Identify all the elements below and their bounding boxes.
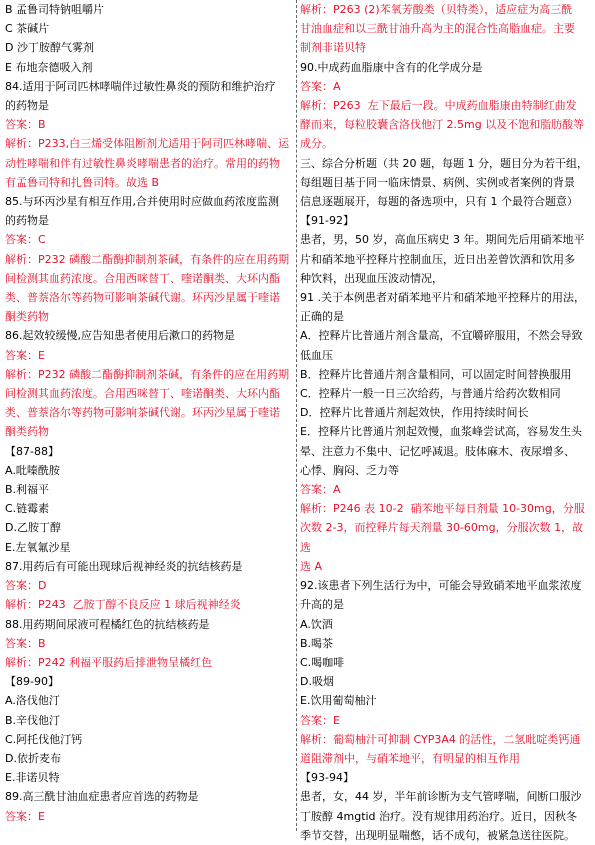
answer-line: 酮类药物 [5,425,49,439]
text-line: 92.该患者下列生活行为中，可能会导致硝苯地平血浆浓度 [300,579,582,593]
text-line: 84.适用于阿司匹林哮喘伴过敏性鼻炎的预防和维护治疗 [5,79,276,93]
text-line: 【87-88】 [5,444,59,458]
text-line: 升高的是 [300,598,344,612]
text-line: 丁胺醇 4mgtid 治疗。没有规律用药治疗。近日，因秋冬 [300,809,578,823]
text-line: 91 .关于本例患者对硝苯地平片和硝苯地平控释片的用法， [300,291,585,305]
text-line: 三、综合分析题（共 20 题，每题 1 分，题目分为若干组， [300,156,588,170]
answer-line: 解析：P232 磷酸二酯酶抑制剂茶碱，有条件的应在用药期 [5,252,290,266]
answer-line: 解析：P246 表 10-2 硝苯地平每日剂量 10-30mg，分服 [300,502,585,516]
text-line: E.左氧氟沙星 [5,540,71,554]
text-line: 季节交替，出现明显喘憋，话不成句，被紧急送往医院。 [300,828,575,842]
text-line: 正确的是 [300,310,344,324]
answer-line: 答案：E [300,713,340,727]
text-line: 87.用药后有可能出现球后视神经炎的抗结核药是 [5,559,243,573]
text-line: B.喝茶 [300,636,334,650]
answer-line: 类、普萘洛尔等药物可影响茶碱代谢。环丙沙星属于喹诺 [5,406,280,420]
text-line: C.喝咖啡 [300,655,345,669]
text-line: 【93-94】 [300,771,354,785]
answer-line: 道阻滞剂中，与硝苯地平，有明显的相互作用 [300,751,520,765]
answer-line: 答案：E [5,809,45,823]
text-line: 晕、注意力不集中、记忆呼减退。肢体麻木、夜尿增多、 [300,444,575,458]
left-column [5,0,295,831]
text-line: C.阿托伐他汀钙 [5,732,83,746]
answer-line: 答案：E [5,348,45,362]
text-line: B.辛伐他汀 [5,713,61,727]
answer-line: 动性哮喘和伴有过敏性鼻炎哮喘患者的治疗。常用的药物 [5,156,280,170]
text-line: 85.与环丙沙星有相互作用,合并使用时应做血药浓度监测 [5,195,279,209]
answer-line: 答案：D [5,579,47,593]
answer-line: 制剂非诺贝特 [300,41,366,55]
answer-line: 解析：P263 左下最后一段。中成药血脂康由特制红曲发 [300,99,577,113]
answer-line: 解析：P263 (2)苯氧芳酸类（贝特类），适应症为高三酰 [300,3,573,16]
answer-line: 酮类药物 [5,310,49,324]
text-line: A.饮酒 [300,617,333,631]
text-line: 【89-90】 [5,675,59,689]
text-line: 90.中成药血脂康中含有的化学成分是 [300,60,483,74]
text-line: 种饮料，出现血压波动情况， [300,271,443,285]
text-line: C．控释片一般一日三次给药，与普通片给药次数相同 [300,387,561,401]
text-line: 的药物是 [5,99,49,113]
text-line: D.依折麦布 [5,751,61,765]
text-line: C.链霉素 [5,502,50,516]
text-line: 心悸、胸闷、乏力等 [300,463,399,477]
text-line: A.洛伐他汀 [5,694,60,708]
text-line: D．控释片比普通片剂起效快，作用持续时间长 [300,406,529,420]
answer-line: 有孟鲁司特和扎鲁司特。故选 B [5,175,160,189]
text-line: B 孟鲁司特钠咀嚼片 [5,3,105,16]
text-line: D.吸烟 [300,675,334,689]
answer-line: 答案：A [300,79,341,93]
text-line: E.饮用葡萄柚汁 [300,694,377,708]
answer-line: 答案：B [5,118,46,132]
text-line: 信息逐题展开，每题的备选项中，只有 1 个最符合题意） [300,195,578,209]
answer-line: 类、普萘洛尔等药物可影响茶碱代谢。环丙沙星属于喹诺 [5,291,280,305]
answer-line: 解析：P242 利福平服药后排泄物呈橘红色 [5,655,213,669]
text-line: 的药物是 [5,214,49,228]
answer-line: 甘油血症和以三酰甘油升高为主的混合性高脂血症。主要 [300,22,575,36]
text-line: 【91-92】 [300,214,354,228]
answer-line: 答案：B [5,636,46,650]
answer-line: 解析：P232 磷酸二酯酶抑制剂茶碱，有条件的应在用药期 [5,367,290,381]
text-line: C 茶碱片 [5,22,50,36]
text-line: E.非诺贝特 [5,771,60,785]
answer-line: 解析：P243 乙胺丁醇不良反应 1 球后视神经炎 [5,598,241,612]
column-divider [296,0,297,831]
answer-line: 间检测其血药浓度。合用西咪替丁、喹诺酮类、大环内酯 [5,387,280,401]
text-line: E 布地奈德吸入剂 [5,60,93,74]
text-line: 88.用药期间尿液可程橘红色的抗结核药是 [5,617,210,631]
answer-line: 解析：P233,白三烯受体阻断剂尤适用于阿司匹林哮喘、运 [5,137,290,151]
text-line: 每组题目基于同一临床情景、病例、实例或者案例的背景 [300,175,575,189]
text-line: B.利福平 [5,483,50,497]
answer-line: 成分。 [300,137,333,151]
answer-line: 选 A [300,559,323,573]
text-line: A．控释片比普通片剂含量高，不宜嚼碎服用，不然会导致 [300,329,583,343]
text-line: 患者，男，50 岁，高血压病史 3 年。期间先后用硝苯地平 [300,233,585,247]
text-line: 89.高三酰甘油血症患者应首选的药物是 [5,790,199,804]
text-line: A.吡嗪酰胺 [5,463,60,477]
text-line: D.乙胺丁醇 [5,521,61,535]
answer-line: 答案：C [5,233,46,247]
text-line: 低血压 [300,348,333,362]
right-column [300,0,590,842]
text-line: 片和硝苯地平控释片控制血压，近日出差曾饮酒和饮用多 [300,252,575,266]
answer-line: 解析：葡萄柚汁可抑制 CYP3A4 的活性，二氢吡啶类钙通 [300,732,581,746]
answer-line: 次数 2-3，而控释片每天剂量 30-60mg，分服次数 1，故选 [300,521,584,554]
text-line: 患者，女，44 岁，半年前诊断为支气管哮喘，间断口服沙 [300,790,582,804]
answer-line: 间检测其血药浓度。合用西咪替丁、喹诺酮类、大环内酯 [5,271,280,285]
text-line: B．控释片比普通片剂含量相同，可以固定时间替换服用 [300,367,572,381]
text-line: 86.起效较缓慢,应告知患者使用后漱口的药物是 [5,329,235,343]
answer-line: 酵而来，每粒胶囊含洛伐他汀 2.5mg 以及不饱和脂肪酸等 [300,118,585,132]
answer-line: 答案：A [300,483,341,497]
text-line: E．控释片比普通片剂起效慢，血浆峰尝试高，容易发生头 [300,425,582,439]
text-line: D 沙丁胺醇气雾剂 [5,41,94,55]
